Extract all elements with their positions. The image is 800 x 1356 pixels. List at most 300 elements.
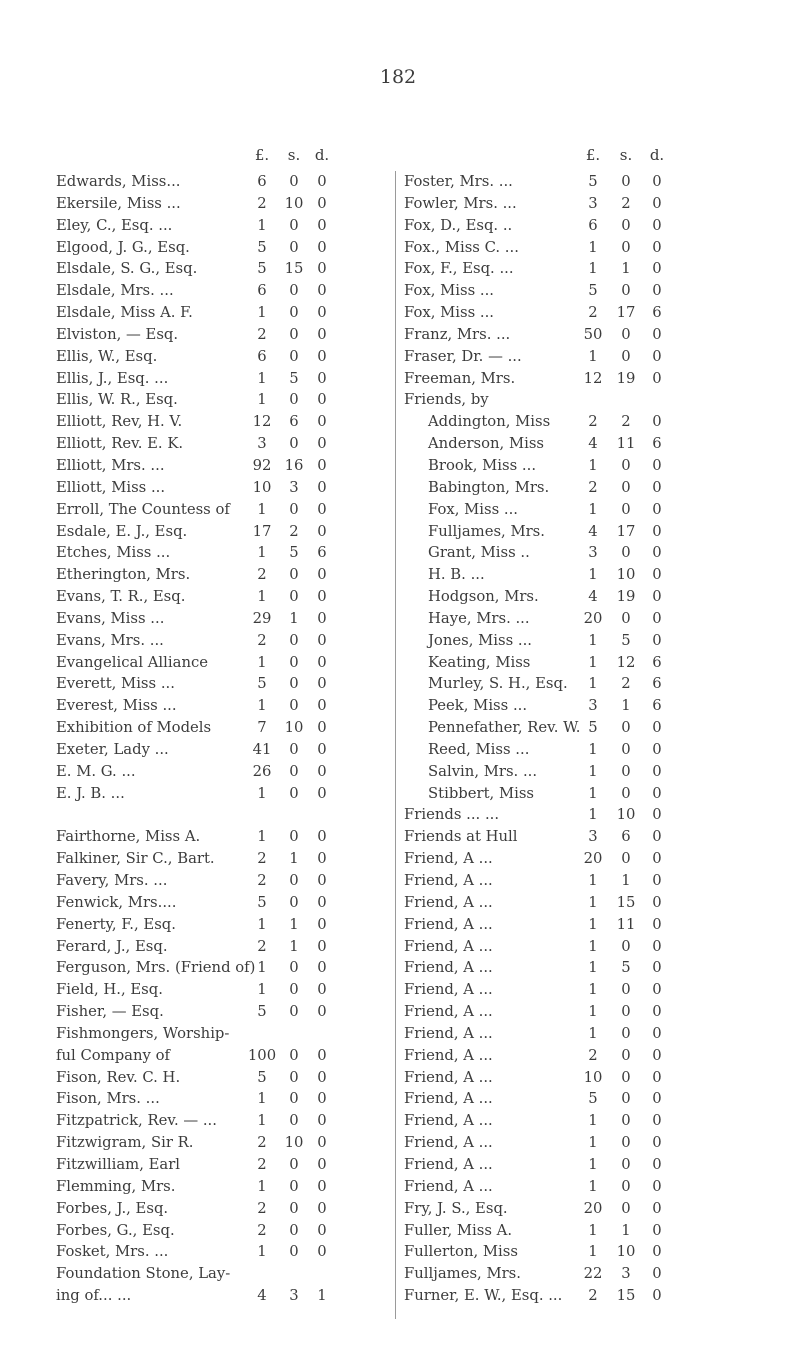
shillings-value: 0 xyxy=(621,1134,631,1152)
subscriber-row xyxy=(56,761,389,783)
pence-value: 0 xyxy=(317,1177,327,1195)
subscriber-row xyxy=(56,411,389,433)
pence-value: 0 xyxy=(652,1177,662,1195)
pence-value: 0 xyxy=(317,238,327,256)
subscriber-name: Elliott, Miss ... xyxy=(56,478,166,496)
pence-value: 0 xyxy=(317,588,327,606)
subscriber-name: Ferard, J., Esq. xyxy=(56,937,168,955)
pounds-value: 2 xyxy=(257,872,267,889)
shillings-value: 0 xyxy=(621,1155,631,1173)
subscriber-name: Haye, Mrs. ... xyxy=(428,609,530,627)
pence-value: 0 xyxy=(652,522,662,540)
subscriber-row xyxy=(56,1045,389,1067)
subscriber-row xyxy=(404,826,744,848)
subscriber-row xyxy=(56,870,389,892)
subscriber-row xyxy=(404,1220,744,1242)
pence-value: 0 xyxy=(317,566,327,584)
pence-value: 0 xyxy=(652,1046,662,1064)
subscriber-row xyxy=(56,957,389,979)
shillings-value: 1 xyxy=(621,260,631,278)
subscriber-row xyxy=(404,673,744,695)
subscriber-name: Fitzwigram, Sir R. xyxy=(56,1134,194,1152)
subscriber-name: Stibbert, Miss xyxy=(428,784,535,802)
shillings-value: 0 xyxy=(289,1243,299,1261)
pence-value: 0 xyxy=(317,959,327,977)
pence-value: 0 xyxy=(652,369,662,387)
subscriber-row xyxy=(56,499,389,521)
subscriber-row xyxy=(404,804,744,826)
pence-value: 0 xyxy=(652,1265,662,1283)
shillings-value: 6 xyxy=(289,413,299,431)
subscriber-row xyxy=(56,783,389,805)
shillings-value: 10 xyxy=(616,1243,636,1261)
left-subscriber-column xyxy=(56,171,389,1307)
pounds-value: 1 xyxy=(588,1134,598,1152)
pence-value: 0 xyxy=(317,194,327,212)
subscriber-name: Reed, Miss ... xyxy=(428,740,530,758)
subscriber-row xyxy=(404,695,744,717)
subscriber-name: Friend, A ... xyxy=(404,981,493,999)
pounds-value: 5 xyxy=(257,238,267,256)
pence-value: 0 xyxy=(652,850,662,868)
shillings-value: 0 xyxy=(621,216,631,234)
pence-value: 0 xyxy=(652,915,662,933)
pence-value: 0 xyxy=(317,173,327,190)
shillings-value: 0 xyxy=(621,1177,631,1195)
shillings-value: 1 xyxy=(289,609,299,627)
pence-value: 0 xyxy=(317,1199,327,1217)
pence-value: 0 xyxy=(652,238,662,256)
shillings-value: 11 xyxy=(616,435,636,453)
pounds-value: 92 xyxy=(252,456,272,474)
subscriber-name: Grant, Miss .. xyxy=(428,544,530,562)
pounds-value: 1 xyxy=(257,959,267,977)
pounds-value: 1 xyxy=(257,304,267,322)
pounds-value: 1 xyxy=(257,500,267,518)
subscriber-row xyxy=(404,302,744,324)
shillings-value: 10 xyxy=(616,806,636,824)
subscriber-row xyxy=(404,848,744,870)
pence-value: 0 xyxy=(652,762,662,780)
subscriber-name: Friend, A ... xyxy=(404,937,493,955)
shillings-value: 10 xyxy=(616,566,636,584)
shillings-value: 0 xyxy=(289,1221,299,1239)
subscriber-row xyxy=(56,215,389,237)
pence-value: 0 xyxy=(317,369,327,387)
subscriber-row xyxy=(404,411,744,433)
shillings-value: 0 xyxy=(289,500,299,518)
pounds-value: 1 xyxy=(257,544,267,562)
subscriber-row xyxy=(404,521,744,543)
shillings-value: 0 xyxy=(289,304,299,322)
subscriber-name: Friend, A ... xyxy=(404,1046,493,1064)
shillings-value: 0 xyxy=(621,347,631,365)
shillings-value: 0 xyxy=(289,675,299,693)
subscriber-name: Field, H., Esq. xyxy=(56,981,163,999)
shillings-value: 0 xyxy=(621,500,631,518)
pence-value: 0 xyxy=(652,959,662,977)
shillings-value: 0 xyxy=(289,325,299,343)
subscriber-row xyxy=(56,302,389,324)
subscriber-name: Friend, A ... xyxy=(404,915,493,933)
subscriber-name: Anderson, Miss xyxy=(428,435,545,453)
subscriber-row xyxy=(404,870,744,892)
pence-value: 0 xyxy=(652,1112,662,1130)
pounds-value: 2 xyxy=(588,478,598,496)
shillings-value: 0 xyxy=(621,850,631,868)
shillings-value: 0 xyxy=(621,937,631,955)
left-column-header xyxy=(56,146,389,168)
subscriber-row xyxy=(56,433,389,455)
subscriber-row xyxy=(404,433,744,455)
subscriber-name: Evans, Mrs. ... xyxy=(56,631,164,649)
subscriber-row xyxy=(56,1176,389,1198)
pounds-value: 1 xyxy=(257,1112,267,1130)
shillings-value: 6 xyxy=(621,828,631,846)
subscriber-row xyxy=(56,936,389,958)
subscriber-name: Eley, C., Esq. ... xyxy=(56,216,173,234)
subscriber-name: Exeter, Lady ... xyxy=(56,740,169,758)
subscriber-name: E. M. G. ... xyxy=(56,762,136,780)
pounds-value: 1 xyxy=(257,369,267,387)
subscriber-row xyxy=(404,1263,744,1285)
subscriber-name: Elgood, J. G., Esq. xyxy=(56,238,190,256)
shillings-value: 1 xyxy=(289,915,299,933)
shillings-value: 10 xyxy=(284,1134,304,1152)
pence-value: 0 xyxy=(652,828,662,846)
shillings-value: 0 xyxy=(621,478,631,496)
pounds-value: 1 xyxy=(588,784,598,802)
subscriber-name: Falkiner, Sir C., Bart. xyxy=(56,850,215,868)
pence-value: 0 xyxy=(317,850,327,868)
shillings-value: 16 xyxy=(284,456,304,474)
pence-value: 0 xyxy=(317,1003,327,1021)
subscriber-row xyxy=(404,171,744,193)
subscriber-name: Hodgson, Mrs. xyxy=(428,588,539,606)
pounds-value: 20 xyxy=(583,850,603,868)
subscriber-name: Erroll, The Countess of xyxy=(56,500,230,518)
subscriber-row xyxy=(404,368,744,390)
subscriber-row xyxy=(56,1067,389,1089)
pence-value: 0 xyxy=(652,981,662,999)
pence-value: 0 xyxy=(317,216,327,234)
subscriber-row xyxy=(56,368,389,390)
subscriber-row xyxy=(404,193,744,215)
pence-value: 0 xyxy=(652,413,662,431)
pounds-value: 1 xyxy=(588,806,598,824)
subscriber-name: Friends, by xyxy=(404,391,489,409)
pounds-value: 20 xyxy=(583,1199,603,1217)
shillings-value: 0 xyxy=(289,740,299,758)
pence-value: 0 xyxy=(652,1221,662,1239)
subscriber-name: Exhibition of Models xyxy=(56,719,212,737)
pence-value: 0 xyxy=(317,609,327,627)
pounds-value: 1 xyxy=(257,915,267,933)
pence-value: 0 xyxy=(652,1199,662,1217)
pounds-value: 1 xyxy=(588,631,598,649)
shillings-value: 2 xyxy=(621,194,631,212)
shillings-value: 0 xyxy=(289,1155,299,1173)
pounds-value: 1 xyxy=(588,566,598,584)
shillings-value: 15 xyxy=(616,893,636,911)
pounds-value: 2 xyxy=(257,194,267,212)
subscriber-row xyxy=(404,1241,744,1263)
pence-value: 0 xyxy=(652,1243,662,1261)
shillings-value: 0 xyxy=(289,1112,299,1130)
subscriber-name: Elliott, Rev, H. V. xyxy=(56,413,183,431)
pounds-value: 3 xyxy=(588,828,598,846)
shillings-value: 0 xyxy=(289,238,299,256)
subscriber-name: Ekersile, Miss ... xyxy=(56,194,181,212)
pence-value: 0 xyxy=(652,1090,662,1108)
shillings-value: 3 xyxy=(289,1287,299,1305)
pounds-value: 1 xyxy=(588,740,598,758)
pence-value: 0 xyxy=(652,216,662,234)
pounds-value: 1 xyxy=(588,456,598,474)
pence-value: 0 xyxy=(317,1134,327,1152)
pounds-value: 1 xyxy=(588,653,598,671)
pounds-value: 17 xyxy=(252,522,272,540)
pounds-value: 2 xyxy=(257,1199,267,1217)
subscriber-row xyxy=(56,521,389,543)
subscriber-row xyxy=(404,957,744,979)
subscriber-name: Elsdale, Mrs. ... xyxy=(56,282,174,300)
shillings-header: s. xyxy=(619,146,633,164)
shillings-value: 0 xyxy=(621,1024,631,1042)
subscriber-row xyxy=(56,389,389,411)
subscriber-row xyxy=(56,542,389,564)
subscriber-name: Fairthorne, Miss A. xyxy=(56,828,201,846)
subscriber-row xyxy=(404,1001,744,1023)
subscriber-row xyxy=(56,171,389,193)
subscriber-row xyxy=(404,936,744,958)
pounds-value: 2 xyxy=(257,325,267,343)
pence-value: 0 xyxy=(652,325,662,343)
subscriber-name: Fox., Miss C. ... xyxy=(404,238,519,256)
subscriber-name: Murley, S. H., Esq. xyxy=(428,675,568,693)
pence-header: d. xyxy=(649,146,665,164)
pounds-value: 5 xyxy=(588,719,598,737)
pence-value: 6 xyxy=(317,544,327,562)
pence-value: 0 xyxy=(652,544,662,562)
pence-value: 0 xyxy=(652,478,662,496)
pounds-value: 1 xyxy=(257,216,267,234)
shillings-value: 19 xyxy=(616,588,636,606)
pounds-value: 2 xyxy=(257,631,267,649)
pounds-value: 41 xyxy=(252,740,272,758)
shillings-value: 0 xyxy=(289,653,299,671)
pence-value: 0 xyxy=(652,893,662,911)
subscriber-row xyxy=(404,280,744,302)
subscriber-row xyxy=(404,1110,744,1132)
pence-value: 0 xyxy=(317,893,327,911)
pounds-value: 2 xyxy=(588,413,598,431)
subscriber-name: Friend, A ... xyxy=(404,1068,493,1086)
shillings-value: 0 xyxy=(289,981,299,999)
shillings-value: 0 xyxy=(621,1046,631,1064)
pounds-value: 7 xyxy=(257,719,267,737)
pence-value: 0 xyxy=(317,1112,327,1130)
subscriber-name: Friend, A ... xyxy=(404,1112,493,1130)
shillings-value: 0 xyxy=(621,456,631,474)
shillings-value: 0 xyxy=(621,1003,631,1021)
pounds-value: 1 xyxy=(257,828,267,846)
pence-value: 0 xyxy=(317,740,327,758)
shillings-value: 0 xyxy=(621,325,631,343)
subscriber-row xyxy=(404,761,744,783)
subscriber-name: Friends ... ... xyxy=(404,806,500,824)
pence-value: 0 xyxy=(317,260,327,278)
shillings-value: 15 xyxy=(616,1287,636,1305)
subscriber-name: Fox, Miss ... xyxy=(428,500,519,518)
pounds-value: 1 xyxy=(588,1155,598,1173)
shillings-value: 0 xyxy=(621,1090,631,1108)
pence-value: 0 xyxy=(652,173,662,190)
pounds-value: 1 xyxy=(588,893,598,911)
pence-value: 0 xyxy=(652,806,662,824)
pounds-value: 1 xyxy=(257,588,267,606)
subscriber-name: Friend, A ... xyxy=(404,850,493,868)
pence-value: 0 xyxy=(317,282,327,300)
subscriber-name: Jones, Miss ... xyxy=(428,631,533,649)
subscriber-name: ing of... ... xyxy=(56,1287,132,1305)
subscriber-name: Etherington, Mrs. xyxy=(56,566,191,584)
subscriber-name: Forbes, J., Esq. xyxy=(56,1199,169,1217)
shillings-value: 0 xyxy=(289,784,299,802)
subscriber-row xyxy=(56,979,389,1001)
subscriber-name: Friend, A ... xyxy=(404,959,493,977)
subscriber-row xyxy=(56,826,389,848)
pence-value: 0 xyxy=(652,347,662,365)
subscriber-row xyxy=(56,892,389,914)
pence-value: 0 xyxy=(652,588,662,606)
shillings-value: 1 xyxy=(621,697,631,715)
shillings-value: 0 xyxy=(621,1112,631,1130)
pence-value: 0 xyxy=(317,653,327,671)
subscriber-row xyxy=(56,652,389,674)
subscriber-row xyxy=(404,1154,744,1176)
subscriber-name: Fosket, Mrs. ... xyxy=(56,1243,169,1261)
subscriber-name: Foster, Mrs. ... xyxy=(404,173,513,190)
pounds-value: 26 xyxy=(252,762,272,780)
pence-value: 0 xyxy=(317,1046,327,1064)
pence-value: 0 xyxy=(652,1068,662,1086)
subscriber-row xyxy=(56,608,389,630)
pounds-value: 3 xyxy=(588,194,598,212)
pounds-value: 10 xyxy=(583,1068,603,1086)
subscriber-name: Fullerton, Miss xyxy=(404,1243,518,1261)
pence-value: 0 xyxy=(652,1024,662,1042)
subscriber-row xyxy=(56,237,389,259)
pounds-value: 5 xyxy=(257,260,267,278)
pence-value: 6 xyxy=(652,675,662,693)
pence-value: 0 xyxy=(317,828,327,846)
subscriber-name: Fenwick, Mrs.... xyxy=(56,893,177,911)
shillings-value: 0 xyxy=(621,238,631,256)
pence-value: 0 xyxy=(652,784,662,802)
pounds-value: 5 xyxy=(257,893,267,911)
subscriber-name: Foundation Stone, Lay- xyxy=(56,1265,231,1283)
subscriber-name: Fox, D., Esq. .. xyxy=(404,216,513,234)
pence-value: 0 xyxy=(317,631,327,649)
pounds-value: 1 xyxy=(588,872,598,889)
pounds-value: 1 xyxy=(588,1243,598,1261)
subscriber-row xyxy=(56,1220,389,1242)
pounds-value: 22 xyxy=(583,1265,603,1283)
shillings-value: 2 xyxy=(621,675,631,693)
pence-value: 0 xyxy=(317,456,327,474)
pounds-value: 5 xyxy=(588,282,598,300)
subscriber-name: Friend, A ... xyxy=(404,1003,493,1021)
subscriber-row xyxy=(56,280,389,302)
pounds-value: 5 xyxy=(257,1003,267,1021)
shillings-value: 0 xyxy=(289,588,299,606)
subscriber-name: Friend, A ... xyxy=(404,1177,493,1195)
right-column-header xyxy=(404,146,744,168)
subscriber-row xyxy=(404,564,744,586)
pounds-value: 5 xyxy=(588,173,598,190)
pounds-value: 1 xyxy=(588,347,598,365)
shillings-value: 12 xyxy=(616,653,636,671)
subscriber-row xyxy=(56,586,389,608)
pence-value: 0 xyxy=(652,872,662,889)
subscriber-name: Forbes, G., Esq. xyxy=(56,1221,175,1239)
shillings-value: 17 xyxy=(616,304,636,322)
shillings-value: 0 xyxy=(621,1199,631,1217)
subscriber-name: Furner, E. W., Esq. ... xyxy=(404,1287,563,1305)
shillings-value: 1 xyxy=(621,872,631,889)
pence-value: 0 xyxy=(652,1287,662,1305)
shillings-value: 0 xyxy=(621,1068,631,1086)
shillings-value: 0 xyxy=(289,391,299,409)
shillings-value: 0 xyxy=(289,872,299,889)
shillings-value: 0 xyxy=(289,347,299,365)
subscriber-row xyxy=(404,1088,744,1110)
pence-value: 0 xyxy=(652,1134,662,1152)
pence-value: 0 xyxy=(317,304,327,322)
shillings-value: 19 xyxy=(616,369,636,387)
pounds-value: 2 xyxy=(257,566,267,584)
subscriber-name: Pennefather, Rev. W. xyxy=(428,719,581,737)
subscriber-name: Ellis, J., Esq. ... xyxy=(56,369,169,387)
shillings-value: 11 xyxy=(616,915,636,933)
shillings-value: 0 xyxy=(289,1068,299,1086)
subscriber-name: Peek, Miss ... xyxy=(428,697,528,715)
pence-header: d. xyxy=(314,146,330,164)
pounds-value: 2 xyxy=(257,850,267,868)
subscriber-row xyxy=(404,892,744,914)
subscriber-row xyxy=(404,652,744,674)
pounds-value: 2 xyxy=(257,937,267,955)
shillings-value: 0 xyxy=(289,566,299,584)
subscriber-row xyxy=(56,258,389,280)
shillings-value: 0 xyxy=(289,173,299,190)
shillings-value: 0 xyxy=(621,282,631,300)
pence-value: 0 xyxy=(652,631,662,649)
subscriber-row xyxy=(56,1154,389,1176)
shillings-value: 0 xyxy=(289,631,299,649)
page-number: 182 xyxy=(379,66,417,88)
pence-value: 0 xyxy=(317,1090,327,1108)
pence-value: 0 xyxy=(652,456,662,474)
subscriber-row xyxy=(56,739,389,761)
shillings-value: 0 xyxy=(621,544,631,562)
shillings-value: 0 xyxy=(289,282,299,300)
pounds-value: 5 xyxy=(257,1068,267,1086)
pence-value: 0 xyxy=(317,981,327,999)
subscriber-row xyxy=(404,215,744,237)
subscriber-name: Elsdale, Miss A. F. xyxy=(56,304,193,322)
